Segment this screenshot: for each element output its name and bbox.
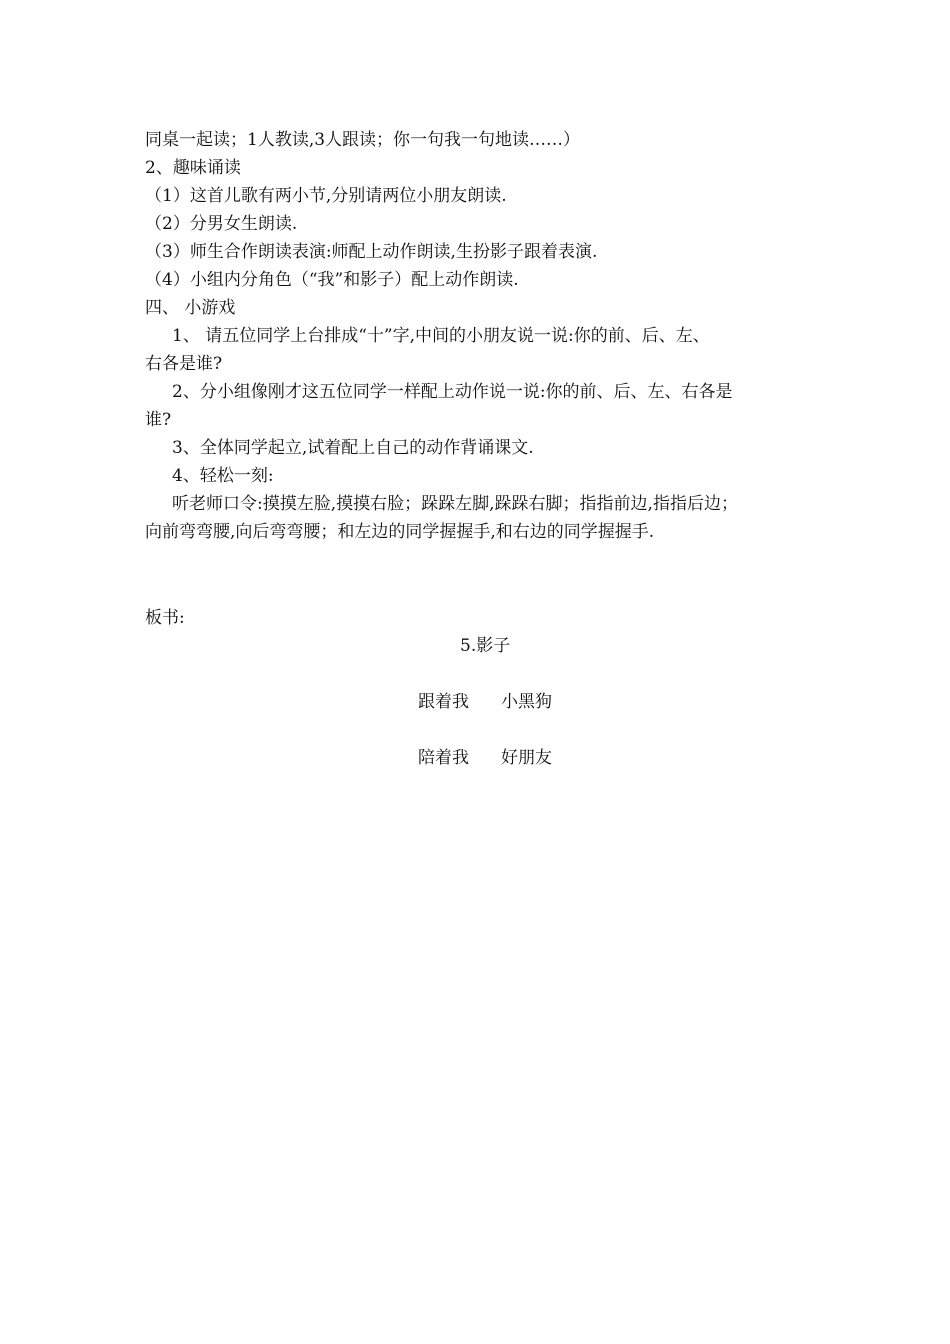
board-row-left: 跟着我	[418, 692, 469, 712]
board-row-left: 陪着我	[418, 748, 469, 768]
text-line: 听老师口令:摸摸左脸,摸摸右脸；跺跺左脚,跺跺右脚；指指前边,指指后边；	[172, 494, 738, 514]
board-row-right: 好朋友	[501, 748, 552, 768]
text-line: 3、全体同学起立,试着配上自己的动作背诵课文.	[172, 438, 534, 458]
text-line: 4、轻松一刻:	[172, 466, 274, 486]
board-title: 5.影子	[460, 636, 511, 656]
text-line: 向前弯弯腰,向后弯弯腰；和左边的同学握握手,和右边的同学握握手.	[145, 522, 655, 542]
text-line: 谁?	[145, 410, 172, 430]
text-line: 同桌一起读；1人教读,3人跟读；你一句我一句地读……）	[145, 130, 581, 150]
text-line: （1）这首儿歌有两小节,分别请两位小朋友朗读.	[145, 186, 507, 206]
board-row	[418, 748, 552, 768]
section-heading: 2、趣味诵读	[145, 158, 241, 178]
text-line: 2、分小组像刚才这五位同学一样配上动作说一说:你的前、后、左、右各是	[172, 382, 733, 402]
board-label: 板书:	[145, 608, 185, 628]
text-line: 右各是谁?	[145, 354, 223, 374]
board-row-right: 小黑狗	[501, 692, 552, 712]
board-row	[418, 692, 552, 712]
text-line: 1、 请五位同学上台排成“十”字,中间的小朋友说一说:你的前、后、左、	[172, 326, 710, 346]
text-line: （4）小组内分角色（“我”和影子）配上动作朗读.	[145, 270, 519, 290]
text-line: （3）师生合作朗读表演:师配上动作朗读,生扮影子跟着表演.	[145, 242, 598, 262]
text-line: （2）分男女生朗读.	[145, 214, 298, 234]
section-heading: 四、 小游戏	[145, 298, 236, 318]
